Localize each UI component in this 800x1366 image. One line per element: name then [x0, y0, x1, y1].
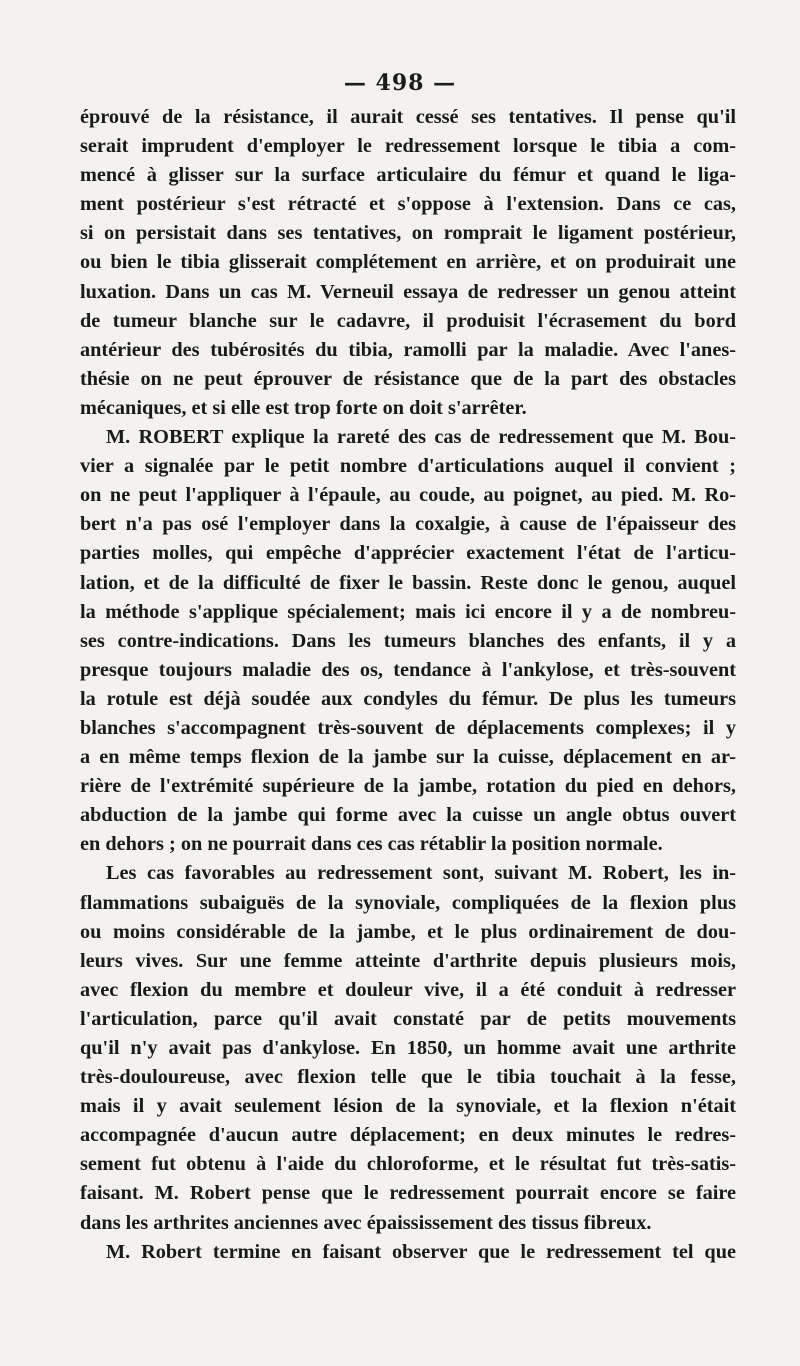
text-line: mécaniques, et si elle est trop forte on doit s'arrêter.: [80, 396, 527, 419]
text-line: serait imprudent d'employer le redressement lorsque le tibia a com-: [80, 135, 736, 158]
text-line: accompagnée d'aucun autre déplacement; en deux minutes le redres-: [80, 1124, 736, 1147]
text-line: leurs vives. Sur une femme atteinte d'arthrite depuis plusieurs mois,: [80, 949, 736, 972]
text-line: thésie on ne peut éprouver de résistance que de la part des obstacles: [80, 367, 736, 390]
text-line: lation, et de la difficulté de fixer le bassin. Reste donc le genou, auquel: [80, 571, 736, 594]
text-line: avec flexion du membre et douleur vive, il a été conduit à redresser: [80, 978, 736, 1001]
text-line: éprouvé de la résistance, il aurait cessé ses tentatives. Il pense qu'il: [80, 106, 736, 128]
text-line: l'articulation, parce qu'il avait constaté par de petits mouvements: [80, 1007, 736, 1030]
text-line: la rotule est déjà soudée aux condyles du fémur. De plus les tumeurs: [80, 687, 736, 710]
text-line: vier a signalée par le petit nombre d'articulations auquel il convient ;: [80, 455, 736, 478]
text-line: presque toujours maladie des os, tendance à l'ankylose, et très-souvent: [80, 658, 736, 681]
text-line: dans les arthrites anciennes avec épaississement des tissus fibreux.: [80, 1211, 652, 1234]
text-line: la méthode s'applique spécialement; mais ici encore il y a de nombreu-: [80, 600, 736, 623]
text-line: Les cas favorables au redressement sont, suivant M. Robert, les in-: [106, 862, 736, 885]
text-line: mais il y avait seulement lésion de la synoviale, et la flexion n'était: [80, 1095, 736, 1118]
text-line: ment postérieur s'est rétracté et s'oppose à l'extension. Dans ce cas,: [80, 193, 736, 216]
text-line: ses contre-indications. Dans les tumeurs blanches des enfants, il y a: [80, 629, 736, 652]
text-line: M. ROBERT explique la rareté des cas de redressement que M. Bou-: [106, 426, 736, 449]
text-line: en dehors ; on ne pourrait dans ces cas rétablir la position normale.: [80, 833, 663, 856]
text-line: parties molles, qui empêche d'apprécier exactement l'état de l'articu-: [80, 542, 736, 565]
text-line: on ne peut l'appliquer à l'épaule, au coude, au poignet, au pied. M. Ro-: [80, 484, 736, 507]
body-text: [80, 103, 736, 1267]
text-line: bert n'a pas osé l'employer dans la coxalgie, à cause de l'épaisseur des: [80, 513, 736, 536]
text-line: qu'il n'y avait pas d'ankylose. En 1850, un homme avait une arthrite: [80, 1037, 736, 1059]
text-line: antérieur des tubérosités du tibia, ramolli par la maladie. Avec l'anes-: [80, 338, 736, 361]
text-line: luxation. Dans un cas M. Verneuil essaya de redresser un genou atteint: [80, 280, 736, 303]
text-line: de tumeur blanche sur le cadavre, il produisit l'écrasement du bord: [80, 309, 736, 332]
text-line: M. Robert termine en faisant observer que le redressement tel que: [106, 1240, 736, 1263]
text-line: abduction de la jambe qui forme avec la cuisse un angle obtus ouvert: [80, 804, 736, 827]
text-line: blanches s'accompagnent très-souvent de déplacements complexes; il y: [80, 716, 736, 739]
text-line: flammations subaiguës de la synoviale, compliquées de la flexion plus: [80, 891, 736, 914]
text-line: a en même temps flexion de la jambe sur la cuisse, déplacement en ar-: [80, 746, 736, 769]
text-line: ou bien le tibia glisserait complétement en arrière, et on produirait une: [80, 251, 736, 274]
page-number: — 498 —: [343, 70, 457, 96]
text-line: sement fut obtenu à l'aide du chloroforme, et le résultat fut très-satis-: [80, 1153, 736, 1176]
text-line: si on persistait dans ses tentatives, on romprait le ligament postérieur,: [80, 222, 736, 245]
text-line: rière de l'extrémité supérieure de la jambe, rotation du pied en dehors,: [80, 775, 736, 798]
text-line: mencé à glisser sur la surface articulaire du fémur et quand le liga-: [80, 164, 736, 187]
text-line: ou moins considérable de la jambe, et le plus ordinairement de dou-: [80, 920, 736, 943]
text-line: très-douloureuse, avec flexion telle que le tibia touchait à la fesse,: [80, 1066, 736, 1089]
text-line: faisant. M. Robert pense que le redressement pourrait encore se faire: [80, 1182, 736, 1205]
